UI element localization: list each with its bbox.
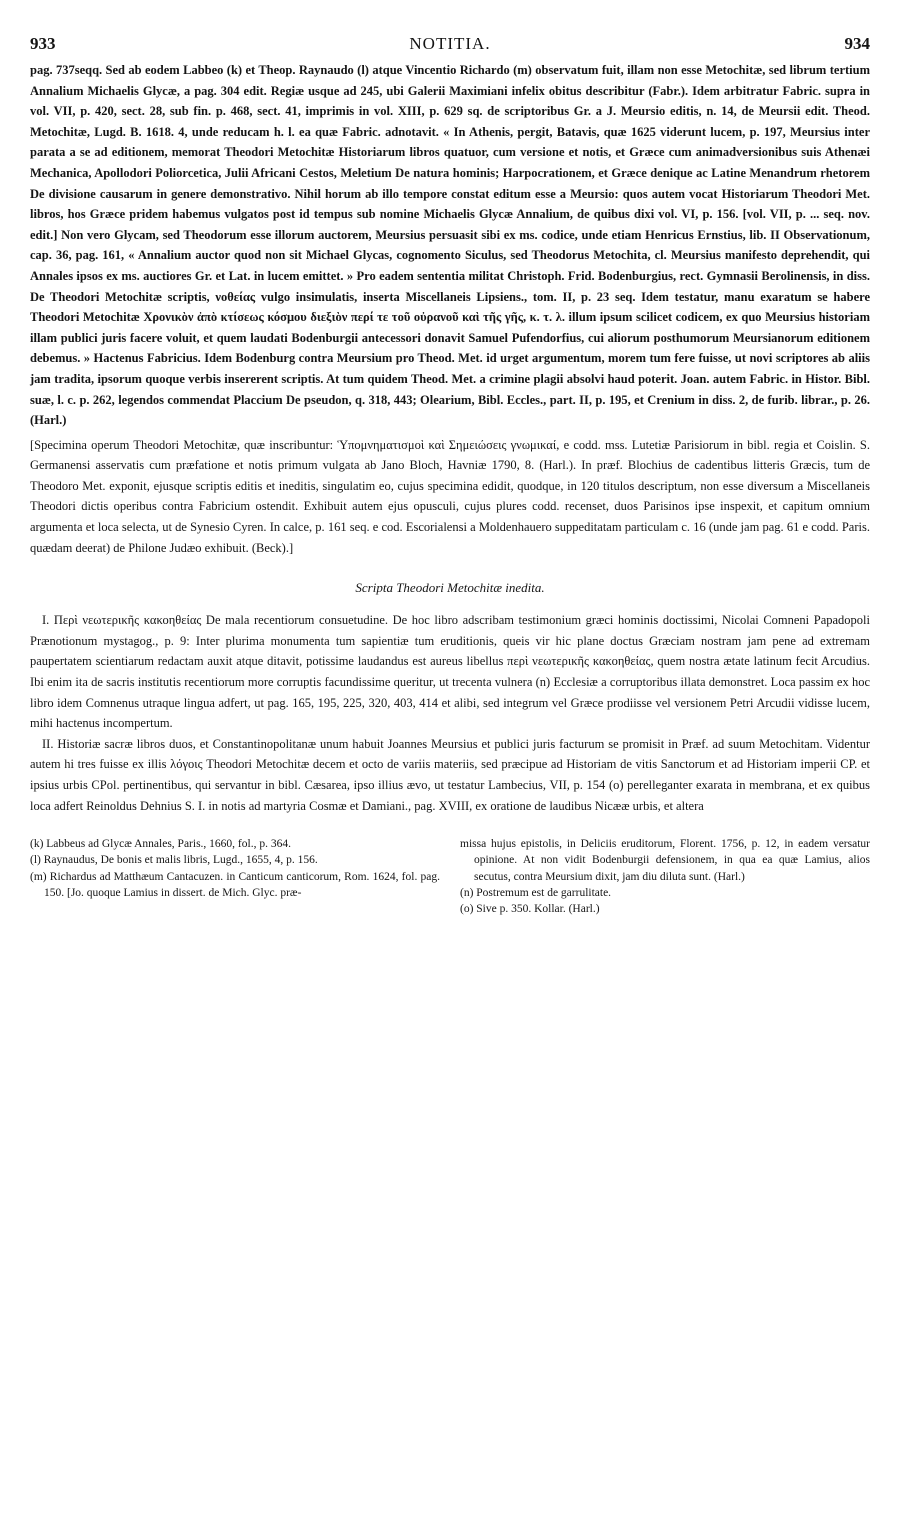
footnote-m: (m) Richardus ad Matthæum Cantacuzen. in Canticum canticorum, Rom. 1624, fol. pag. 150. [Jo. quoque Lamius in dissert. de Mich. Glyc. præ- [30, 870, 440, 900]
body-paragraph-3: I. Περὶ νεωτερικῆς κακοηθείας De mala recentiorum consuetudine. De hoc libro adscribam testimonium græci hominis doctissimi, Nicolai Comneni Papadopoli Prænotionum mystagog., p. 9: Inter plurima monumenta tum sapientiæ tum eruditionis, queis vir hic plane doctus Græciam nostram jam pene ad extremam paupertatem scientiarum redactam auxit atque ditavit, potissime laudandus est aureus libellus περὶ νεωτερικῆς κακοηθείας, quem nostra ætate latinum fecit Arcudius. Ibi enim ita de sacris institutis recentiorum more corruptis facundissime queritur, ut trecenta vulnera (n) Ecclesiæ a corruptoribus illata demonstret. Loca passim ex hoc libro idem Comnenus utraque lingua adfert, ut pag. 165, 195, 225, 320, 403, 414 et alibi, sed integrum vel Græce prodiisse vel versionem Petri Arcudii vidisse lucem, mihi hactenus incompertum. [30, 613, 870, 731]
footnote-l: (l) Raynaudus, De bonis et malis libris, Lugd., 1655, 4, p. 156. [30, 854, 318, 867]
body-paragraph-4: II. Historiæ sacræ libros duos, et Constantinopolitanæ unum habuit Joannes Meursius et publici juris facturum se promisit in Præf. ad suum Metochitam. Videntur autem hi tres fuisse ex illis λόγοις Theodori Metochitæ decem et octo de variis materiis, sed præcipue ad Historiam de vitis Sanctorum et ad Historiam imperii CP. et ipsius urbis CPol. pertinentibus, qui servantur in bibl. Cæsarea, ipso illius ævo, ut testatur Lambecius, VII, p. 154 (o) perelleganter exarata in membrana, et ex quibus loca adfert Reinoldus Dehnius S. I. in notis ad martyria Cosmæ et Damiani., pag. XVIII, ex oratione de laudibus Nicææ urbis, et altera [30, 736, 870, 813]
page-number-left: 933 [30, 34, 56, 53]
page-header [30, 34, 870, 58]
footnotes-left-column [30, 836, 440, 917]
body-paragraph-2: [Specimina operum Theodori Metochitæ, quæ inscribuntur: Ὑπομνηματισμοὶ καὶ Σημειώσεις γνωμικαί, e codd. mss. Lutetiæ Parisiorum in bibl. regia et Coislin. S. Germanensi asservatis cum præfatione et notis primum vulgata ab Jano Bloch, Havniæ 1790, 8. (Harl.). In præf. Blochius de cadentibus litteris Græcis, tum de Theodoro Met. exponit, ejusque scriptis editis et ineditis, singulatim eo, cujus specimina edidit, quodque, in 120 titulos descriptum, non esse diversum a Miscellaneis Theodori dictis operibus contra Fabricium ostendit. Exhibuit autem ejus opusculi, cujus plures codd. recenset, duos Parisinos ipse inspexit, et capitum omnium argumenta et loca selecta, ut de Synesio Cyren. In calce, p. 161 seq. e cod. Escorialensi a Moldenhauero suppeditatam particulam c. 16 (unde jam pag. 61 e codd. Paris. quædam deerat) de Philone Judæo exhibuit. (Beck).] [30, 437, 870, 555]
body-paragraph-1: pag. 737seqq. Sed ab eodem Labbeo (k) et Theop. Raynaudo (l) atque Vincentio Richardo (m) observatum fuit, illam non esse Metochitæ, sed librum tertium Annalium Michaelis Glycæ, a pag. 304 edit. Regiæ usque ad 245, ubi Galerii Maximiani infelix obitus describitur (Fabr.). Idem arbitratur Fabric. supra in vol. VII, p. 420, sect. 28, sub fin. p. 468, sect. 41, imprimis in vol. XIII, p. 629 sq. de scriptoribus Gr. a J. Meursio editis, n. 14, de Meursii edit. Theod. Metochitæ, Lugd. B. 1618. 4, unde reducam h. l. ea quæ Fabric. adnotavit. « In Athenis, pergit, Batavis, quæ 1625 viderunt lucem, p. 197, Meursius inter parata a se ad editionem, memorat Theodori Metochitæ Historiarum libros quatuor, cum versione et notis, et Græce cum animadversionibus suis Athenæi Mechanica, Apollodori Poliorcetica, Julii Africani Cestos, Meletium De natura hominis; Harpocrationem, et Græce denique ac Latine Menandrum rhetorem De divisione causarum in genere demonstrativo. Nihil horum ab illo tempore constat editum esse a Meursio: quos autem vocat Historiarum Theodori Met. libros, hos Græce pridem habemus vulgatos post id tempus sub nomine Michaelis Glycæ Annalium, de quibus dixi vol. VI, p. 156. [vol. VII, p. ... seq. nov. edit.] Non vero Glycam, sed Theodorum esse illorum auctorem, Meursius persuasit sibi ex ms. codice, unde etiam Henricus Ernstius, lib. II Observationum, cap. 36, pag. 161, « Annalium auctor quod non sit Michael Glycas, cognomento Siculus, sed Theodorus Metochita, cl. Meursius manifesto deprehendit, qui Annales ipsos ex ms. auctiores Gr. et Lat. in lucem emittet. » Pro eadem sententia militat Christoph. Frid. Bodenburgius, rect. Gymnasii Berolinensis, in diss. De Theodori Metochitæ scriptis, νοθείας vulgo insimulatis, inserta Miscellaneis Lipsiens., tom. II, p. 23 seq. Idem testatur, manu exaratum se habere Theodori Metochitæ Χρονικὸν ἀπὸ κτίσεως κόσμου διεξιὸν περί τε τοῦ οὐρανοῦ καὶ τῆς γῆς, κ. τ. λ. illum ipsum scilicet codicem, ex quo Meursius historiam illam publici juris facere voluit, et quem laudati Bodenburgii antecessori donavit Samuel Pufendorfius, cui aliorum posthumorum Meursianorum editionem debemus. » Hactenus Fabricius. Idem Bodenburg contra Meursium pro Theod. Met. id urget argumentum, morem tum fere fuisse, ut novi scriptores ab aliis jam tradita, ipsorum quoque verbis insererent scriptis. At tum quidem Theod. Met. a crimine plagii absolvi haud poterit. Joan. autem Fabric. in Histor. Bibl. suæ, l. c. p. 262, legendos commendat Placcium De pseudon, q. 318, 443; Olearium, Bibl. Eccles., part. II, p. 195, et Crenium in diss. 2, de furib. librar., p. 26. (Harl.) [30, 63, 870, 428]
book-page [30, 34, 870, 918]
footnotes-right-column [460, 836, 870, 917]
footnote-m-continued: missa hujus epistolis, in Deliciis eruditorum, Florent. 1756, p. 12, in eadem versatur opinione. At non vidit Bodenburgii defensionem, in qua ea quæ Lamius, alios secutus, contra Meursium dixit, jam diu diluta sunt. (Harl.) [460, 838, 870, 883]
page-number-right: 934 [844, 34, 870, 53]
section-heading: Scripta Theodori Metochitæ inedita. [355, 580, 545, 596]
footnote-o: (o) Sive p. 350. Kollar. (Harl.) [460, 903, 600, 916]
footnote-n: (n) Postremum est de garrulitate. [460, 887, 612, 900]
footnotes [30, 836, 870, 917]
footnote-k: (k) Labbeus ad Glycæ Annales, Paris., 1660, fol., p. 364. [30, 838, 291, 851]
running-title: NOTITIA. [409, 34, 491, 53]
